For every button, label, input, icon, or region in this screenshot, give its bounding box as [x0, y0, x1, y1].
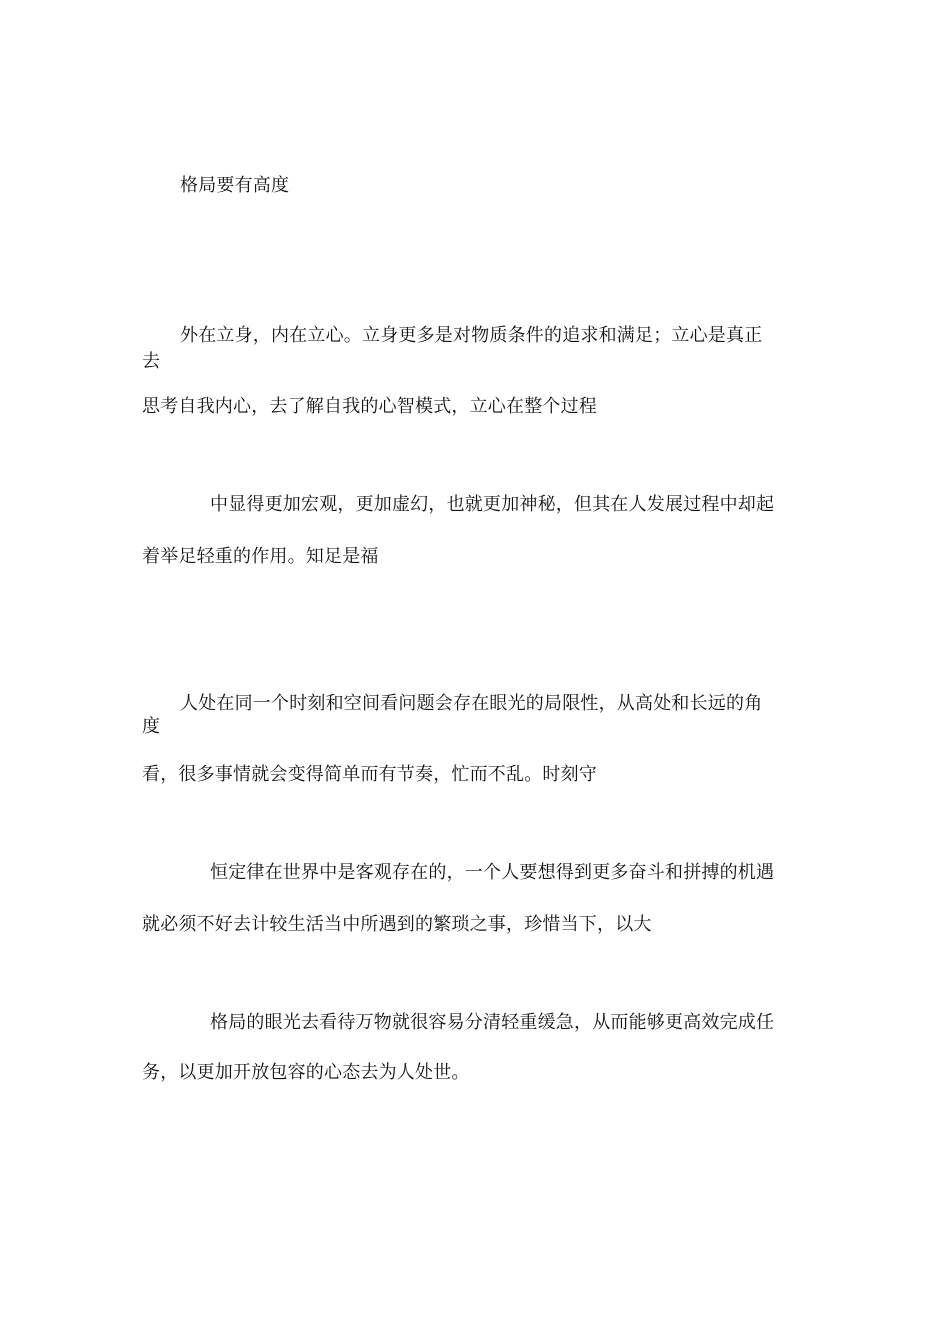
paragraph-line: 着举足轻重的作用。知足是福	[142, 546, 379, 567]
paragraph-line: 格局的眼光去看待万物就很容易分清轻重缓急，从而能够更高效完成任	[210, 1012, 775, 1033]
paragraph-line: 看，很多事情就会变得简单而有节奏，忙而不乱。时刻守	[142, 764, 597, 785]
paragraph-line: 去	[142, 351, 161, 372]
paragraph-line: 人处在同一个时刻和空间看问题会存在眼光的局限性，从高处和长远的角	[180, 693, 763, 714]
paragraph-line: 恒定律在世界中是客观存在的，一个人要想得到更多奋斗和拼搏的机遇	[210, 862, 775, 883]
document-title: 格局要有高度	[180, 175, 290, 196]
paragraph-line: 中显得更加宏观，更加虚幻，也就更加神秘，但其在人发展过程中却起	[210, 494, 775, 515]
paragraph-line: 外在立身，内在立心。立身更多是对物质条件的追求和满足；立心是真正	[180, 325, 763, 346]
paragraph-line: 就必须不好去计较生活当中所遇到的繁琐之事，珍惜当下，以大	[142, 914, 652, 935]
paragraph-line: 度	[142, 716, 161, 737]
paragraph-line: 思考自我内心，去了解自我的心智模式，立心在整个过程	[142, 396, 597, 417]
paragraph-line: 务，以更加开放包容的心态去为人处世。	[142, 1062, 470, 1083]
